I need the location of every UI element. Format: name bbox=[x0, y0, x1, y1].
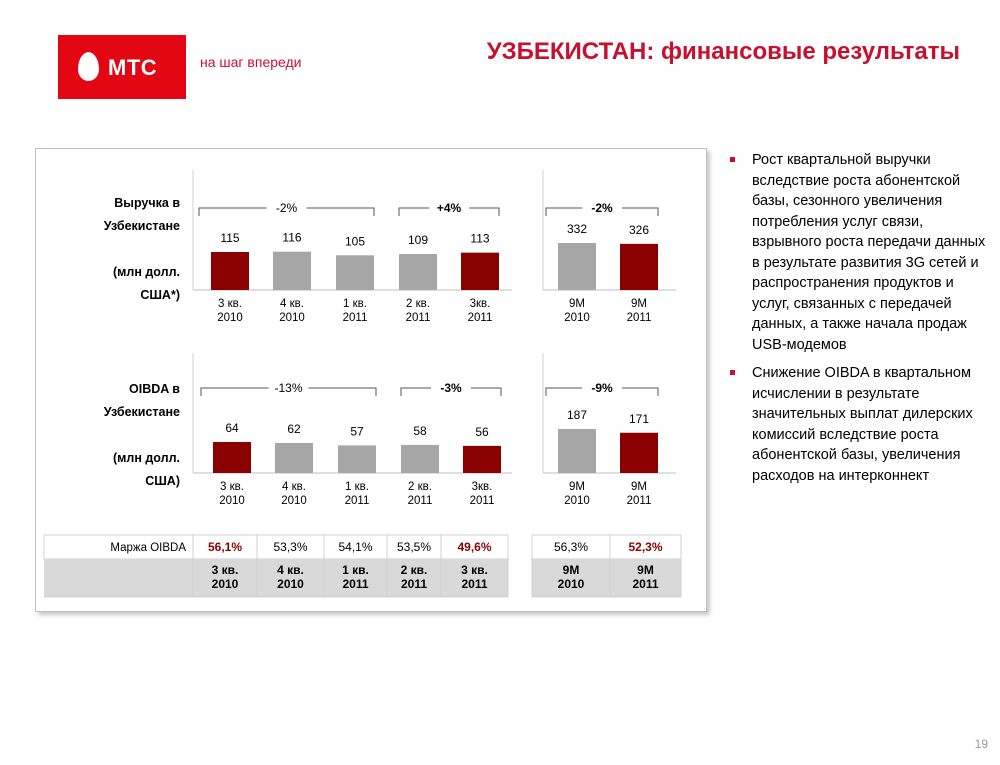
margin-period: 4 кв. bbox=[277, 563, 304, 577]
bracket-line bbox=[546, 388, 582, 396]
category-label: 2011 bbox=[407, 495, 433, 507]
margin-period: 2011 bbox=[400, 577, 428, 591]
margin-period: 9M bbox=[637, 563, 654, 577]
commentary-list bbox=[728, 150, 990, 494]
chart-side-label: США) bbox=[145, 474, 180, 488]
margin-value: 56,3% bbox=[553, 540, 589, 554]
category-label: 2010 bbox=[564, 312, 590, 324]
change-annotation: -3% bbox=[440, 381, 462, 395]
logo-text: МТС bbox=[108, 55, 158, 80]
margin-period: 2011 bbox=[632, 577, 659, 591]
change-annotation: -9% bbox=[591, 381, 613, 395]
category-label: 9M bbox=[631, 298, 647, 310]
bar-value-label: 171 bbox=[628, 411, 650, 426]
category-label: 2 кв. bbox=[408, 481, 432, 493]
category-label: 9M bbox=[631, 481, 647, 493]
bracket-line bbox=[622, 388, 658, 396]
bar-value-label: 115 bbox=[220, 231, 240, 245]
category-label: 2010 bbox=[217, 312, 243, 324]
margin-period: 2011 bbox=[461, 577, 488, 591]
category-label: 3кв. bbox=[469, 298, 491, 310]
chart-side-label: Узбекистане bbox=[103, 219, 180, 233]
category-label: 3 кв. bbox=[218, 298, 242, 310]
chart-side-label: США*) bbox=[140, 288, 180, 302]
chart-side-label: (млн долл. bbox=[113, 265, 180, 279]
bullet-square-icon bbox=[730, 157, 735, 162]
category-label: 3 кв. bbox=[220, 481, 244, 493]
bullet-item bbox=[728, 363, 990, 486]
bullet-text: Рост квартальной выручки вследствие роста абонентской базы, сезонного увеличения потребления услуг связи, взрывного роста передачи данных в результате развития 3G сетей и распространения продуктов и услуг, связанных с передачей данных, а также начала продаж USB-модемов bbox=[752, 152, 986, 353]
bullet-square-icon bbox=[730, 370, 735, 375]
bar bbox=[338, 445, 376, 473]
bar-value-label: 187 bbox=[566, 408, 588, 422]
change-annotation: -2% bbox=[275, 201, 298, 215]
category-label: 2010 bbox=[281, 495, 307, 507]
page-title: УЗБЕКИСТАН: финансовые результаты bbox=[486, 38, 960, 65]
slogan: на шаг впереди bbox=[200, 54, 302, 70]
bar-value-label: 58 bbox=[413, 423, 427, 438]
table-row-periods bbox=[44, 559, 508, 597]
table-row-periods bbox=[532, 559, 681, 597]
bar-value-label: 56 bbox=[475, 424, 489, 439]
bar bbox=[461, 253, 499, 290]
margin-period: 2 кв. bbox=[400, 563, 428, 577]
margin-period: 2010 bbox=[277, 577, 304, 591]
bar-value-label: 64 bbox=[225, 421, 239, 435]
bar bbox=[211, 252, 249, 290]
bracket-line bbox=[622, 208, 658, 216]
chart-side-label: (млн долл. bbox=[113, 451, 180, 465]
margin-value: 54,1% bbox=[338, 540, 373, 554]
margin-period: 2011 bbox=[342, 577, 369, 591]
bracket-line bbox=[469, 208, 499, 216]
bracket-line bbox=[307, 208, 375, 216]
bar bbox=[273, 252, 311, 290]
bullet-text: Снижение OIBDA в квартальном исчислении в результате значительных выплат дилерских комиссий вследствие роста абонентской базы, увеличения расходов на интерконнект bbox=[752, 365, 973, 484]
bracket-line bbox=[471, 388, 501, 396]
bracket-line bbox=[401, 388, 431, 396]
bar bbox=[399, 254, 437, 290]
bar-value-label: 57 bbox=[350, 424, 364, 439]
chart-side-label: Узбекистане bbox=[103, 405, 180, 419]
category-label: 2011 bbox=[469, 495, 495, 507]
bracket-line bbox=[546, 208, 582, 216]
margin-period: 2010 bbox=[211, 577, 239, 591]
category-label: 2011 bbox=[344, 495, 370, 507]
category-label: 2 кв. bbox=[406, 298, 430, 310]
category-label: 9M bbox=[569, 298, 585, 310]
margin-value: 53,5% bbox=[396, 540, 432, 554]
margin-period: 3 кв. bbox=[461, 563, 488, 577]
category-label: 2010 bbox=[564, 495, 590, 507]
margin-value: 52,3% bbox=[628, 540, 663, 554]
bar bbox=[213, 442, 251, 473]
category-label: 2011 bbox=[467, 312, 493, 324]
chart-side-label: OIBDA в bbox=[129, 382, 180, 396]
change-annotation: +4% bbox=[436, 201, 462, 215]
page-number: 19 bbox=[974, 737, 988, 751]
change-annotation: -2% bbox=[591, 201, 613, 215]
bar-value-label: 326 bbox=[628, 222, 650, 237]
category-label: 9M bbox=[569, 481, 585, 493]
margin-value: 53,3% bbox=[273, 540, 308, 554]
chart-side-label: Выручка в bbox=[114, 196, 180, 210]
bar-value-label: 105 bbox=[344, 234, 366, 249]
bar-value-label: 113 bbox=[470, 231, 490, 246]
margin-value: 56,1% bbox=[207, 540, 243, 554]
category-label: 2010 bbox=[219, 495, 245, 507]
category-label: 1 кв. bbox=[343, 298, 367, 310]
margin-period: 1 кв. bbox=[342, 563, 369, 577]
bar bbox=[620, 244, 658, 290]
category-label: 2011 bbox=[342, 312, 368, 324]
category-label: 2011 bbox=[626, 312, 652, 324]
bar bbox=[558, 429, 596, 473]
bar bbox=[558, 243, 596, 290]
bar-value-label: 109 bbox=[407, 232, 429, 247]
bullet-item bbox=[728, 150, 990, 355]
bar bbox=[336, 255, 374, 290]
bracket-line bbox=[309, 388, 377, 396]
margin-value: 49,6% bbox=[457, 540, 492, 554]
category-label: 2011 bbox=[626, 495, 652, 507]
margin-period: 9M bbox=[562, 563, 580, 577]
bracket-line bbox=[399, 208, 429, 216]
margin-period: 2010 bbox=[557, 577, 585, 591]
category-label: 4 кв. bbox=[282, 481, 306, 493]
margin-row-label: Маржа OIBDA bbox=[110, 542, 186, 554]
bracket-line bbox=[201, 388, 269, 396]
category-label: 1 кв. bbox=[345, 481, 369, 493]
bar-value-label: 116 bbox=[282, 230, 302, 245]
bar bbox=[275, 443, 313, 473]
bar bbox=[401, 445, 439, 473]
bracket-line bbox=[199, 208, 267, 216]
category-label: 3кв. bbox=[471, 481, 493, 493]
bar-value-label: 332 bbox=[566, 222, 588, 236]
change-annotation: -13% bbox=[274, 381, 303, 395]
bar-value-label: 62 bbox=[287, 421, 301, 436]
margin-period: 3 кв. bbox=[211, 563, 239, 577]
bar bbox=[620, 433, 658, 473]
category-label: 2010 bbox=[279, 312, 305, 324]
category-label: 4 кв. bbox=[280, 298, 304, 310]
bar bbox=[463, 446, 501, 473]
category-label: 2011 bbox=[405, 312, 431, 324]
